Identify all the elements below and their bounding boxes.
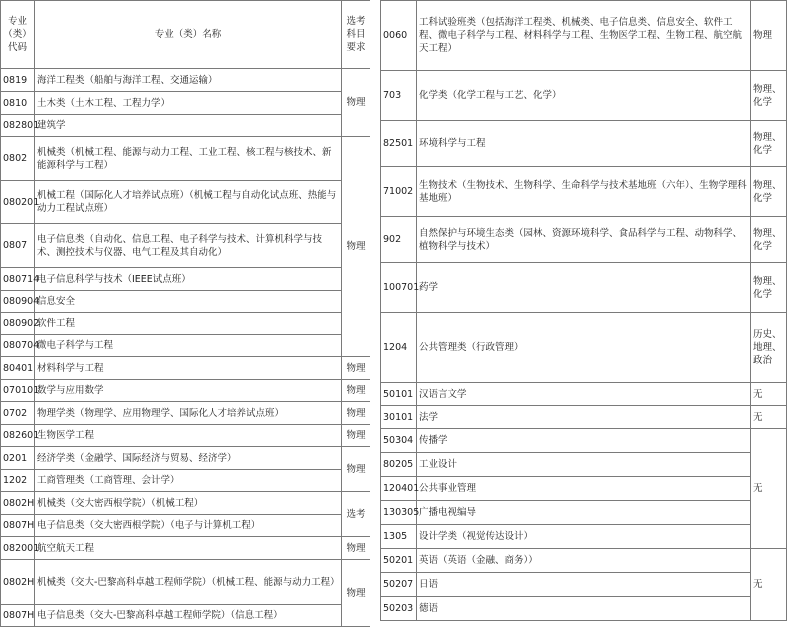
row-name: 机械类（机械工程、能源与动力工程、工业工程、核工程与核技术、新能源科学与工程） [35,137,342,181]
row-code: 080904 [1,291,35,313]
requirement-cell: 无 [751,383,787,406]
row-code: 30101 [381,406,417,429]
row-name: 材料科学与工程 [35,357,342,380]
row-name: 广播电视编导 [417,501,751,525]
row-name: 德语 [417,597,751,621]
row-code: 082801 [1,115,35,137]
row-name: 法学 [417,406,751,429]
row-code: 082001 [1,537,35,560]
row-name: 经济学类（金融学、国际经济与贸易、经济学） [35,447,342,470]
row-code: 080902 [1,313,35,335]
requirement-cell: 物理 [342,537,371,560]
row-name: 机械类（交大-巴黎高科卓越工程师学院）（机械工程、能源与动力工程） [35,560,342,605]
requirement-cell: 物理 [342,69,371,137]
row-name: 航空航天工程 [35,537,342,560]
requirement-cell: 选考 [342,492,371,537]
header-code: 专业（类）代码 [1,1,35,69]
requirement-cell: 物理 [342,137,371,357]
row-code: 0060 [381,1,417,71]
requirement-cell: 物理 [342,560,371,627]
row-code: 1202 [1,470,35,492]
row-name: 机械类（交大密西根学院）（机械工程） [35,492,342,515]
row-name: 建筑学 [35,115,342,137]
row-name: 英语（英语（金融、商务）） [417,549,751,573]
row-name: 公共管理类（行政管理） [417,313,751,383]
row-code: 80205 [381,453,417,477]
left-major-table [0,0,371,627]
row-name: 工商管理类（工商管理、会计学） [35,470,342,492]
row-name: 物理学类（物理学、应用物理学、国际化人才培养试点班） [35,402,342,425]
row-code: 120401 [381,477,417,501]
requirement-cell: 物理、化学 [751,263,787,313]
row-name: 汉语言文学 [417,383,751,406]
row-code: 50207 [381,573,417,597]
requirement-cell: 无 [751,549,787,621]
row-code: 0819 [1,69,35,92]
row-code: 50203 [381,597,417,621]
row-name: 电子信息类（交大密西根学院）（电子与计算机工程） [35,515,342,537]
row-code: 82501 [381,121,417,167]
row-code: 130305 [381,501,417,525]
row-code: 80401 [1,357,35,380]
row-name: 工业设计 [417,453,751,477]
requirement-cell: 无 [751,429,787,549]
requirement-cell: 历史、地理、政治 [751,313,787,383]
requirement-cell: 物理、化学 [751,121,787,167]
row-name: 公共事业管理 [417,477,751,501]
requirement-cell: 物理 [342,357,371,380]
row-name: 土木类（土木工程、工程力学） [35,92,342,115]
header-requirement: 选考科目要求 [342,1,371,69]
row-code: 0807H [1,515,35,537]
row-code: 0702 [1,402,35,425]
row-name: 微电子科学与工程 [35,335,342,357]
row-name: 电子信息类（自动化、信息工程、电子科学与技术、计算机科学与技术、测控技术与仪器、电气工程及其自动化） [35,224,342,268]
row-code: 50304 [381,429,417,453]
requirement-cell: 物理、化学 [751,217,787,263]
row-name: 设计学类（视觉传达设计） [417,525,751,549]
row-code: 703 [381,71,417,121]
row-code: 71002 [381,167,417,217]
row-name: 日语 [417,573,751,597]
row-code: 0807H [1,605,35,627]
row-code: 50101 [381,383,417,406]
row-name: 数学与应用数学 [35,380,342,402]
row-code: 1305 [381,525,417,549]
row-code: 080704 [1,335,35,357]
requirement-cell: 物理 [751,1,787,71]
row-code: 1204 [381,313,417,383]
row-name: 工科试验班类（包括海洋工程类、机械类、电子信息类、信息安全、软件工程、微电子科学与工程、材料科学与工程、生物医学工程、生物工程、航空航天工程） [417,1,751,71]
requirement-cell: 物理 [342,380,371,402]
row-name: 环境科学与工程 [417,121,751,167]
row-name: 化学类（化学工程与工艺、化学） [417,71,751,121]
requirement-cell: 物理、化学 [751,167,787,217]
row-code: 0807 [1,224,35,268]
row-name: 传播学 [417,429,751,453]
row-code: 080714 [1,268,35,291]
row-code: 070101 [1,380,35,402]
row-code: 0802H [1,492,35,515]
row-name: 自然保护与环境生态类（园林、资源环境科学、食品科学与工程、动物科学、植物科学与技术） [417,217,751,263]
row-name: 电子信息类（交大-巴黎高科卓越工程师学院）（信息工程） [35,605,342,627]
row-code: 50201 [381,549,417,573]
header-name: 专业（类）名称 [35,1,342,69]
row-name: 生物技术（生物技术、生物科学、生命科学与技术基地班（六年）、生物学理科基地班） [417,167,751,217]
requirement-cell: 物理 [342,402,371,425]
row-name: 电子信息科学与技术（IEEE试点班） [35,268,342,291]
row-name: 机械工程（国际化人才培养试点班）（机械工程与自动化试点班、热能与动力工程试点班） [35,181,342,224]
row-name: 海洋工程类（船舶与海洋工程、交通运输） [35,69,342,92]
row-code: 080201 [1,181,35,224]
row-name: 信息安全 [35,291,342,313]
row-code: 100701 [381,263,417,313]
row-code: 082601 [1,425,35,447]
row-code: 902 [381,217,417,263]
row-name: 药学 [417,263,751,313]
requirement-cell: 物理 [342,447,371,492]
row-name: 生物医学工程 [35,425,342,447]
requirement-cell: 无 [751,406,787,429]
right-major-table [380,0,787,621]
row-code: 0810 [1,92,35,115]
row-code: 0201 [1,447,35,470]
row-code: 0802H [1,560,35,605]
row-name: 软件工程 [35,313,342,335]
requirement-cell: 物理、化学 [751,71,787,121]
table-gap [370,0,380,627]
row-code: 0802 [1,137,35,181]
requirement-cell: 物理 [342,425,371,447]
